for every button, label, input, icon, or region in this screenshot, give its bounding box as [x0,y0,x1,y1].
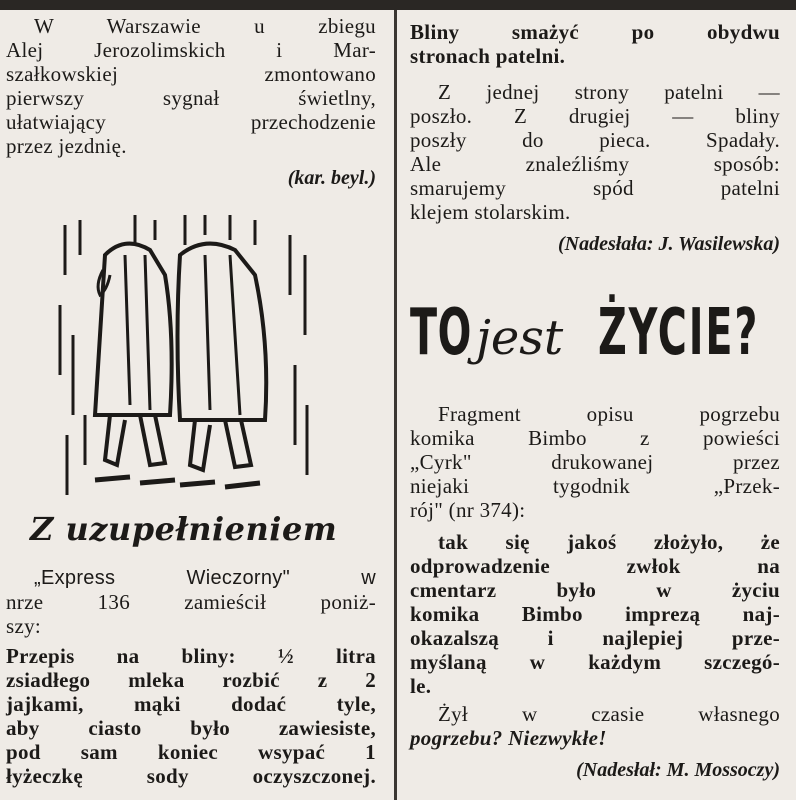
story-line: poszły do pieca. Spadały. [410,128,780,152]
intro-line: nrze 136 zamieścił poniż- [6,590,376,614]
closing-line: Żył w czasie własnego [438,702,780,726]
story-line: smarujemy spód patelni [410,176,780,200]
news-line: Alej Jerozolimskich i Mar- [6,38,376,62]
news-line: pierwszy sygnał świetlny, [6,86,376,110]
bliny-line: Bliny smażyć po obydwu [410,20,780,44]
heading-part: jest [476,310,564,366]
walking-figures-illustration [55,215,315,505]
story-line: klejem stolarskim. [410,200,571,224]
news-line: ułatwiający przechodzenie [6,110,376,134]
news-line: szałkowskiej zmontowano [6,62,376,86]
quote-line: myślaną w każdym szczegó- [410,650,780,674]
quote-paragraph [410,530,780,698]
recipe-line: zsiadłego mleka rozbić z 2 [6,668,376,692]
quote-line: okazalszą i najlepiej prze- [410,626,780,650]
section-heading: Z uzupełnieniem [30,510,338,548]
news-line: przez jezdnię. [6,134,127,158]
story-signature: (Nadesłała: J. Wasilewska) [557,233,780,255]
bliny-line: stronach patelni. [410,44,566,68]
intro-line: szy: [6,614,42,638]
fragment-line: rój" (nr 374): [410,498,526,522]
intro-paragraph [6,566,376,638]
fragment-line: Fragment opisu pogrzebu [438,402,780,426]
quote-line: tak się jakoś złożyło, że [438,530,780,554]
quote-line: odprowadzenie zwłok na [410,554,780,578]
column-divider [394,10,397,800]
heading-part: TO [410,296,473,370]
closing-paragraph [410,702,780,782]
recipe-line: jajkami, mąki dodać tyle, [6,692,376,716]
closing-line: pogrzebu? Niezwykłe! [410,726,607,750]
recipe-line: łyżeczkę sody oczyszczonej. [6,764,376,788]
news-signature: (kar. beyl.) [287,167,376,189]
fragment-line: „Cyrk" drukowanej przez [410,450,780,474]
quote-line: le. [410,674,432,698]
heading-part: ŻYCIE? [598,296,760,370]
intro-line: „Express Wieczorny" w [34,567,376,589]
recipe-paragraph [6,644,376,788]
story-line: Z jednej strony patelni — [438,80,780,104]
bliny-paragraph [410,20,780,68]
top-rule [0,0,796,10]
fragment-line: niejaki tygodnik „Przek- [410,474,780,498]
recipe-line: pod sam koniec wsypać 1 [6,740,376,764]
recipe-line: Przepis na bliny: ½ litra [6,644,376,668]
news-line: W Warszawie u zbiegu [34,14,376,38]
fragment-line: komika Bimbo z powieści [410,426,780,450]
section-heading-big [410,296,782,390]
story-line: Ale znaleźliśmy sposób: [410,152,780,176]
story-paragraph [410,80,780,256]
closing-signature: (Nadesłał: M. Mossoczy) [576,759,780,781]
news-item [6,14,376,190]
quote-line: komika Bimbo imprezą naj- [410,602,780,626]
recipe-line: aby ciasto było zawiesiste, [6,716,376,740]
fragment-paragraph [410,402,780,522]
quote-line: cmentarz było w życiu [410,578,780,602]
story-line: poszło. Z drugiej — bliny [410,104,780,128]
